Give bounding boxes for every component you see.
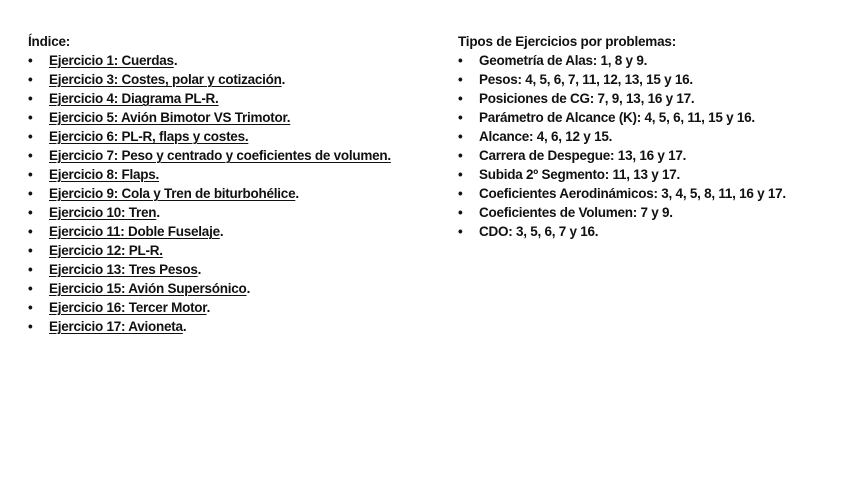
exercise-link-5[interactable]: Ejercicio 5: Avión Bimotor VS Trimotor. [49,110,291,125]
bullet-icon: • [458,129,463,144]
list-item [28,108,448,127]
list-item [28,279,448,298]
item-suffix: . [197,262,202,277]
exercise-link-11[interactable]: Ejercicio 11: Doble Fuselaje [49,224,220,239]
list-item [28,70,448,89]
exercise-link-17[interactable]: Ejercicio 17: Avioneta [49,319,183,334]
exercise-link-1[interactable]: Ejercicio 1: Cuerdas [49,53,174,68]
list-item [28,146,448,165]
list-item [458,146,843,165]
exercise-types-list [458,51,843,241]
list-item [28,51,448,70]
type-text: Pesos: 4, 5, 6, 7, 11, 12, 13, 15 y 16. [479,72,693,87]
list-item [28,184,448,203]
bullet-icon: • [458,72,463,87]
bullet-icon: • [28,129,33,144]
type-text: Coeficientes Aerodinámicos: 3, 4, 5, 8, 11, 16 y 17. [479,186,786,201]
bullet-icon: • [458,91,463,106]
exercise-link-15[interactable]: Ejercicio 15: Avión Supersónico [49,281,247,296]
bullet-icon: • [458,53,463,68]
item-suffix: . [182,319,187,334]
list-item [458,51,843,70]
item-suffix: . [156,205,160,220]
list-item [458,70,843,89]
index-list [28,51,448,336]
type-text: Carrera de Despegue: 13, 16 y 17. [479,148,687,163]
bullet-icon: • [458,224,463,239]
bullet-icon: • [28,186,33,201]
bullet-icon: • [458,110,463,125]
bullet-icon: • [28,91,33,106]
list-item [458,89,843,108]
list-item [458,165,843,184]
item-suffix: . [295,186,299,201]
exercise-link-12[interactable]: Ejercicio 12: PL-R. [49,243,163,258]
list-item [458,222,843,241]
bullet-icon: • [28,224,33,239]
bullet-icon: • [28,300,33,315]
list-item [28,127,448,146]
list-item [28,298,448,317]
list-item [458,184,843,203]
list-item [458,108,843,127]
item-suffix: . [173,53,178,68]
exercise-link-13[interactable]: Ejercicio 13: Tres Pesos [49,262,198,277]
type-text: Parámetro de Alcance (K): 4, 5, 6, 11, 15 y 16. [479,110,755,125]
item-suffix: . [206,300,211,315]
bullet-icon: • [28,243,33,258]
list-item [28,317,448,336]
type-text: Posiciones de CG: 7, 9, 13, 16 y 17. [479,91,695,106]
exercise-link-6[interactable]: Ejercicio 6: PL-R, flaps y costes. [49,129,249,144]
type-text: Geometría de Alas: 1, 8 y 9. [479,53,648,68]
bullet-icon: • [458,148,463,163]
bullet-icon: • [28,167,33,182]
bullet-icon: • [28,205,33,220]
item-suffix: . [281,72,286,87]
type-text: Subida 2º Segmento: 11, 13 y 17. [479,167,681,182]
bullet-icon: • [28,262,33,277]
bullet-icon: • [28,281,33,296]
exercise-link-4[interactable]: Ejercicio 4: Diagrama PL-R. [49,91,219,106]
type-text: CDO: 3, 5, 6, 7 y 16. [479,224,599,239]
type-text: Coeficientes de Volumen: 7 y 9. [479,205,673,220]
exercise-types-heading: Tipos de Ejercicios por problemas: [458,34,677,49]
bullet-icon: • [28,72,33,87]
item-suffix: . [219,224,224,239]
bullet-icon: • [458,167,463,182]
list-item [28,241,448,260]
list-item [28,260,448,279]
bullet-icon: • [458,205,463,220]
exercise-link-7[interactable]: Ejercicio 7: Peso y centrado y coeficientes de volumen. [49,148,391,163]
bullet-icon: • [28,110,33,125]
exercise-link-3[interactable]: Ejercicio 3: Costes, polar y cotización [49,72,282,87]
list-item [458,203,843,222]
index-heading: Índice: [28,34,71,49]
exercise-link-16[interactable]: Ejercicio 16: Tercer Motor [49,300,207,315]
exercise-link-9[interactable]: Ejercicio 9: Cola y Tren de biturbohélice [49,186,296,201]
list-item [28,222,448,241]
list-item [28,89,448,108]
exercise-link-8[interactable]: Ejercicio 8: Flaps. [49,167,160,182]
type-text: Alcance: 4, 6, 12 y 15. [479,129,613,144]
bullet-icon: • [458,186,463,201]
bullet-icon: • [28,53,33,68]
list-item [28,165,448,184]
bullet-icon: • [28,319,33,334]
exercise-link-10[interactable]: Ejercicio 10: Tren [49,205,157,220]
item-suffix: . [246,281,251,296]
bullet-icon: • [28,148,33,163]
list-item [458,127,843,146]
list-item [28,203,448,222]
index-section [28,32,448,336]
exercise-types-section [458,32,843,241]
